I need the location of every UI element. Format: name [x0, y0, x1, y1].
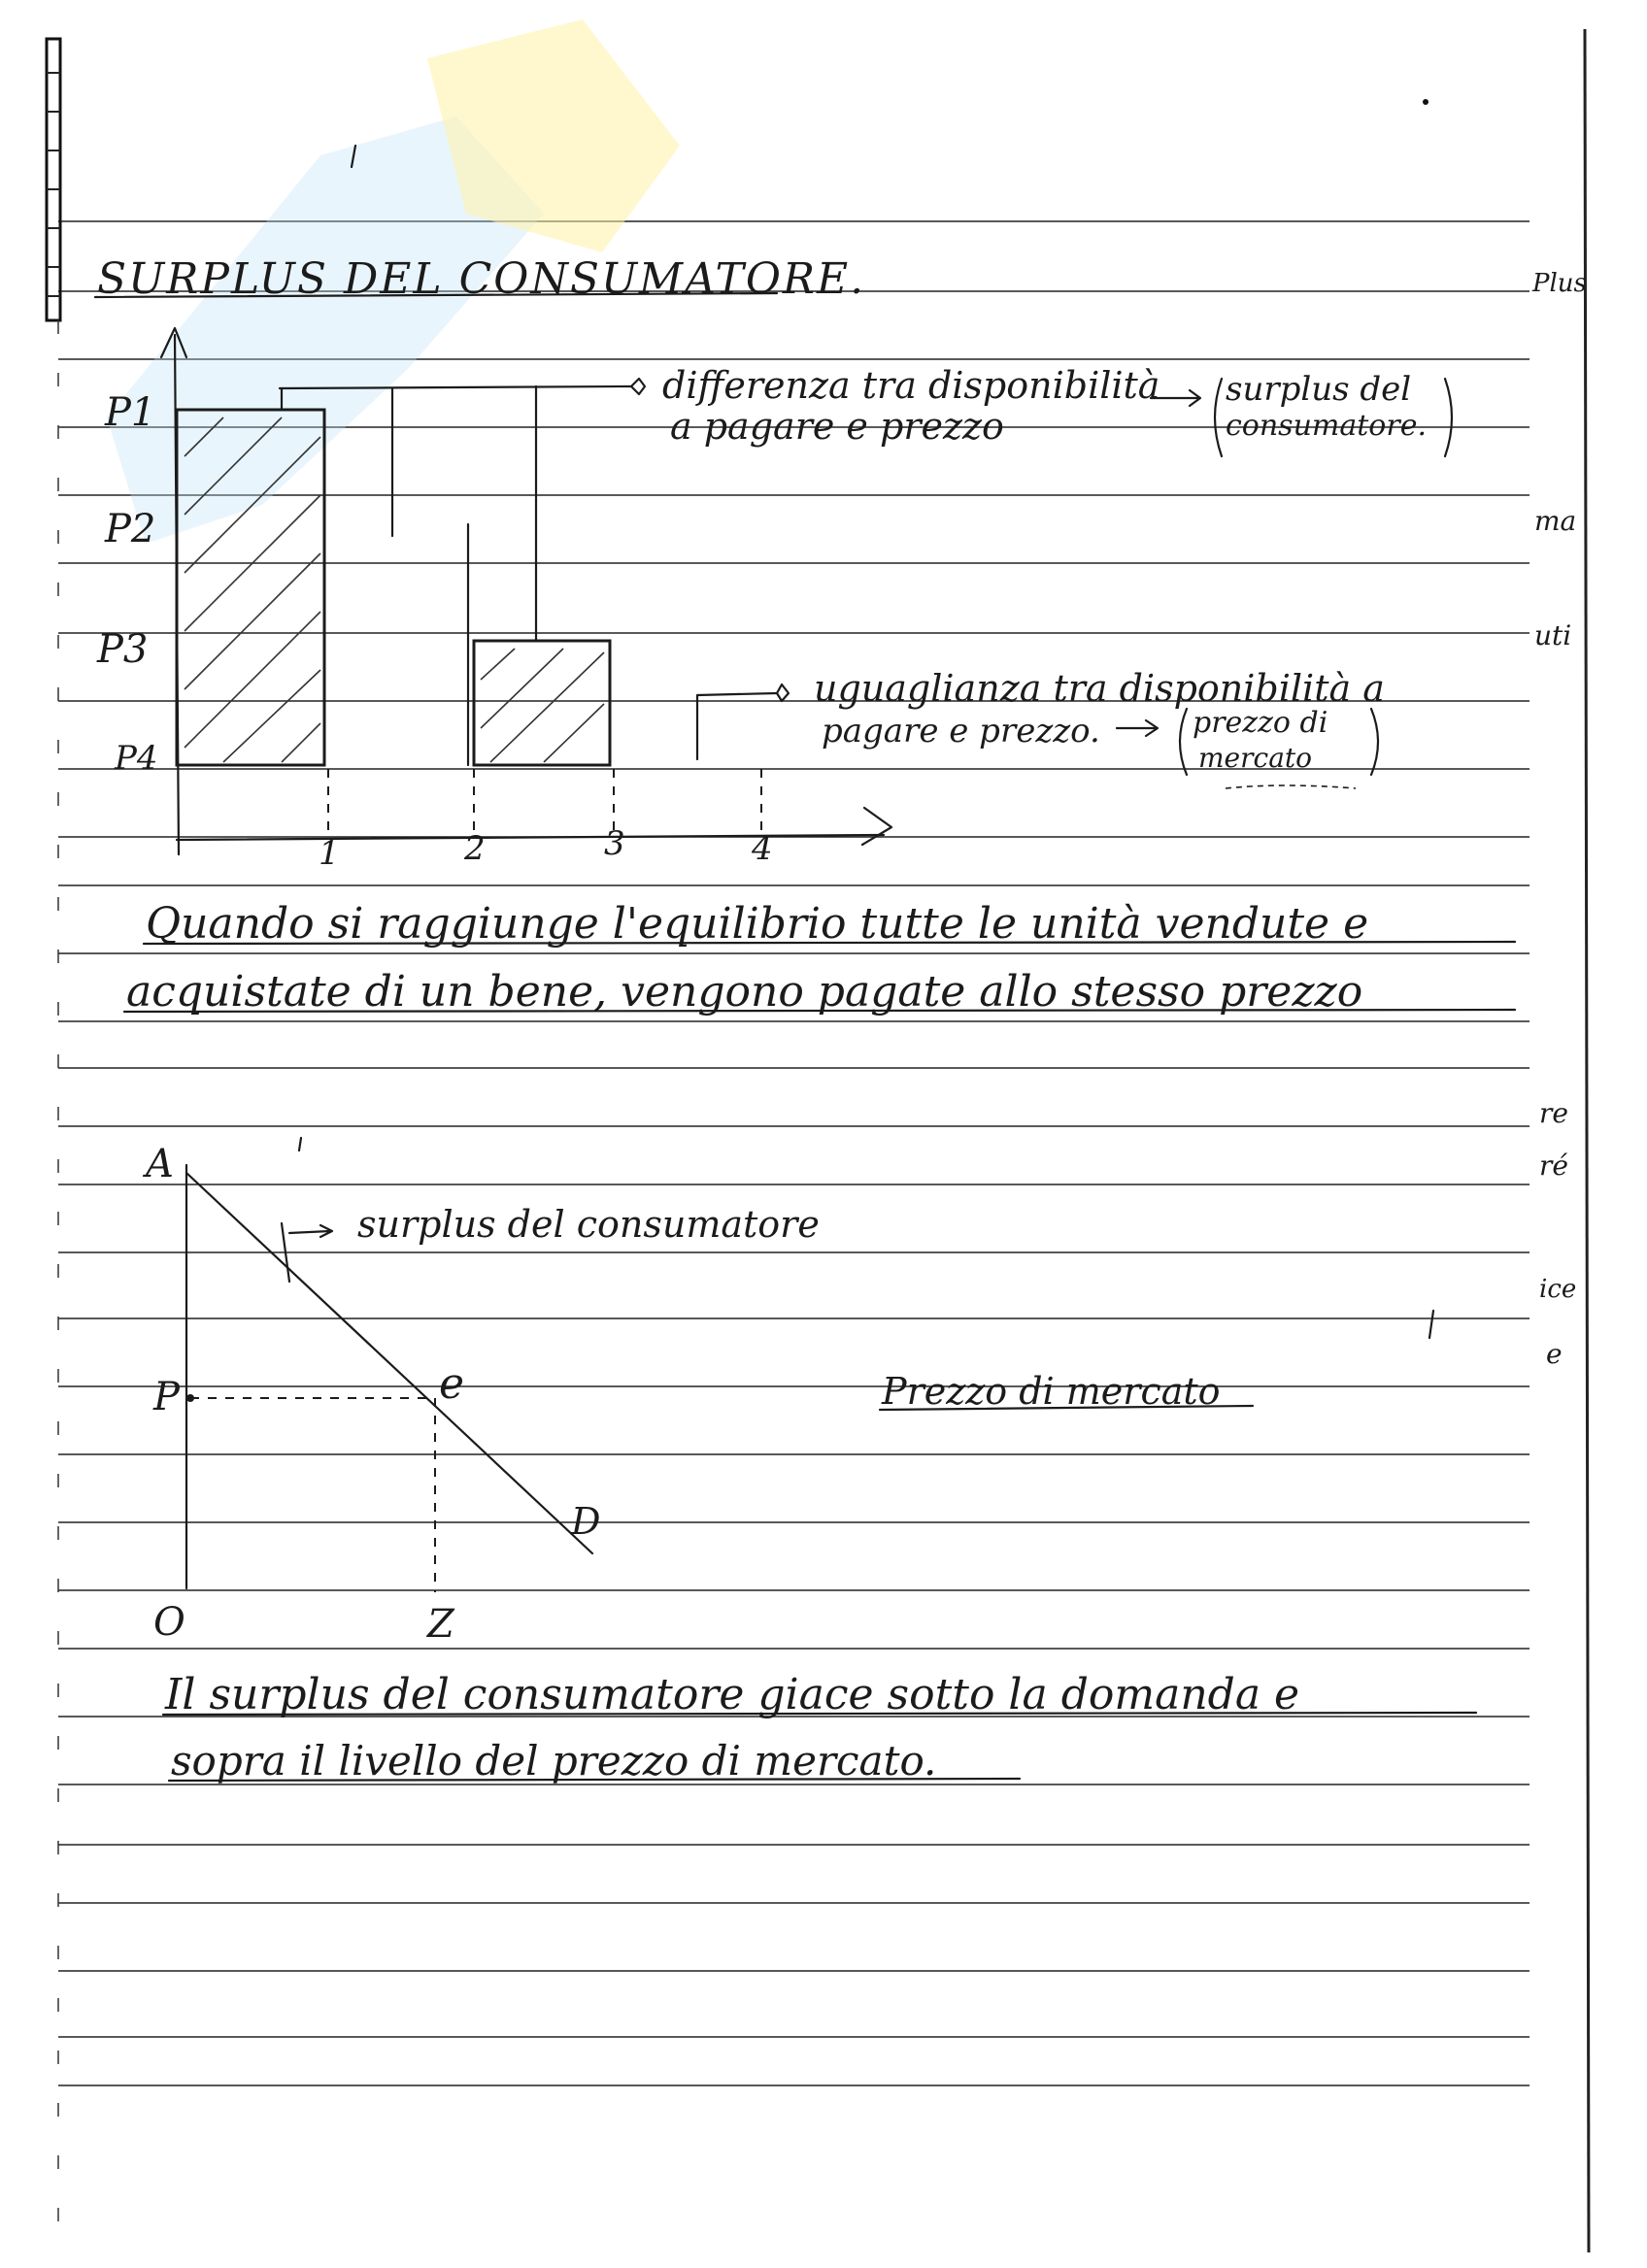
note-bottom-line1: uguaglianza tra disponibilità a: [814, 667, 1385, 710]
note-top-result-line2: consumatore.: [1226, 409, 1427, 443]
chart2-label-p: P: [153, 1375, 180, 1419]
chart2-label-origin: O: [153, 1600, 185, 1645]
chart1-arrow-to-note-top: [631, 379, 645, 394]
chart2-label-price: Prezzo di mercato: [882, 1370, 1221, 1413]
margin-note-2: ma: [1534, 505, 1577, 537]
chart2-label-a: A: [146, 1142, 174, 1186]
chart1-x-label-4: 4: [752, 829, 773, 868]
margin-note-7: e: [1546, 1338, 1563, 1370]
chart1-step-4: [697, 693, 777, 759]
note-top-line2: a pagare e prezzo: [670, 405, 1004, 448]
margin-note-5: ré: [1539, 1150, 1568, 1182]
note-top-line1: differenza tra disponibilità: [662, 364, 1160, 407]
chart2-label-e: e: [439, 1359, 465, 1409]
chart1-arrow-to-note-bottom: [777, 684, 789, 701]
margin-note-6: ice: [1539, 1275, 1577, 1304]
note-bottom-line2: pagare e prezzo.: [822, 712, 1100, 750]
margin-note-4: re: [1539, 1097, 1568, 1129]
chart1-x-arrow: [862, 808, 891, 845]
note-bottom-result-line2: mercato: [1198, 742, 1312, 774]
chart2-label-z: Z: [427, 1602, 454, 1647]
chart-demand-surplus: [142, 1142, 1253, 1647]
chart2-point-p: [186, 1394, 194, 1402]
chart1-x-label-3: 3: [604, 824, 625, 863]
chart1-x-label-2: 2: [464, 829, 486, 868]
ruled-lines: [58, 221, 1529, 2085]
margin-notes: [1531, 269, 1587, 1370]
chart2-label-d: D: [571, 1500, 601, 1543]
paragraph1-line1: Quando si raggiunge l'equilibrio tutte le unità vendute e: [146, 899, 1369, 949]
margin-note-3: uti: [1534, 619, 1572, 651]
margin-note-1: Plus: [1532, 269, 1587, 298]
chart1-x-label-1: 1: [319, 834, 340, 873]
spiral-binding: [47, 39, 60, 2233]
note-top-bracket-right: [1445, 379, 1452, 456]
chart1-y-label-p2: P2: [105, 507, 156, 551]
paragraph2-line2: sopra il livello del prezzo di mercato.: [171, 1737, 937, 1784]
note-bottom-result-line1: prezzo di: [1193, 706, 1328, 740]
chart1-bar-3: [474, 641, 610, 765]
chart1-bar-3-hatch: [481, 649, 604, 762]
note-bottom-arrow: [1117, 720, 1158, 736]
paragraph1-line2: acquistate di un bene, vengono pagate allo stesso prezzo: [126, 967, 1363, 1017]
chart1-y-label-p3: P3: [97, 627, 149, 672]
page-title: SURPLUS DEL CONSUMATORE.: [97, 254, 866, 304]
chart1-y-label-p4: P4: [115, 739, 158, 778]
note-top-bracket-left: [1215, 379, 1222, 456]
chart1-y-label-p1: P1: [105, 390, 156, 435]
chart-willingness-to-pay: [96, 328, 1452, 873]
note-bottom-bracket-left: [1180, 709, 1187, 775]
chart2-label-surplus: surplus del consumatore: [357, 1203, 820, 1246]
paragraph2-line1: Il surplus del consumatore giace sotto la domanda e: [165, 1670, 1300, 1719]
note-top-result-line1: surplus del: [1226, 370, 1412, 409]
note-bottom-bracket-right: [1371, 709, 1378, 775]
right-page-edge: [1585, 29, 1589, 2252]
